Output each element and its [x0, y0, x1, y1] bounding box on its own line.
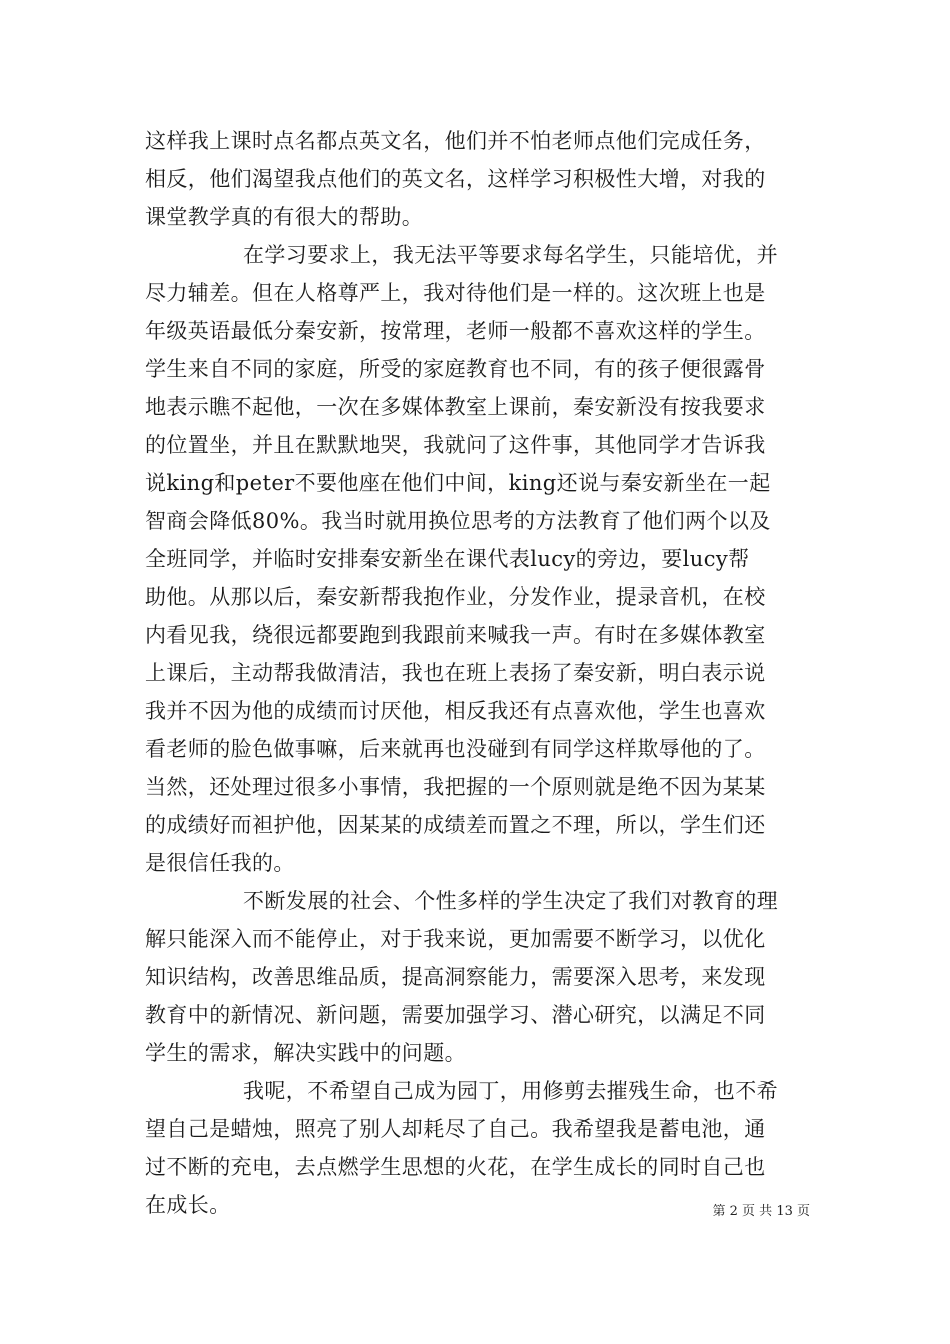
text-line: 的位置坐，并且在默默地哭，我就问了这件事，其他同学才告诉我 — [145, 433, 766, 457]
text-line: 尽力辅差。但在人格尊严上，我对待他们是一样的。这次班上也是 — [145, 281, 766, 305]
text-line: 课堂教学真的有很大的帮助。 — [145, 205, 424, 229]
text-line: 上课后，主动帮我做清洁，我也在班上表扬了秦安新，明白表示说 — [145, 661, 766, 685]
text-line: 年级英语最低分秦安新，按常理，老师一般都不喜欢这样的学生。 — [145, 319, 766, 343]
text-line: 解只能深入而不能停止，对于我来说，更加需要不断学习，以优化 — [145, 927, 766, 951]
body-text — [145, 122, 810, 1224]
text-line: 相反，他们渴望我点他们的英文名，这样学习积极性大增，对我的 — [145, 167, 766, 191]
paragraph-first-line: 我呢，不希望自己成为园丁，用修剪去摧残生命，也不希 — [243, 1079, 778, 1103]
text-line: 过不断的充电，去点燃学生思想的火花，在学生成长的同时自己也 — [145, 1155, 766, 1179]
text-line: 在成长。 — [145, 1193, 231, 1217]
text-line: 望自己是蜡烛，照亮了别人却耗尽了自己。我希望我是蓄电池，通 — [145, 1117, 766, 1141]
page-number-footer: 第 2 页 共 13 页 — [712, 1204, 810, 1219]
text-line: 看老师的脸色做事嘛，后来就再也没碰到有同学这样欺辱他的了。 — [145, 737, 766, 761]
text-line: 说king和peter不要他座在他们中间，king还说与秦安新坐在一起 — [145, 471, 771, 495]
text-line: 我并不因为他的成绩而讨厌他，相反我还有点喜欢他，学生也喜欢 — [145, 699, 766, 723]
text-line: 地表示瞧不起他，一次在多媒体教室上课前，秦安新没有按我要求 — [145, 395, 766, 419]
text-line: 教育中的新情况、新问题，需要加强学习、潜心研究，以满足不同 — [145, 1003, 766, 1027]
text-line: 是很信任我的。 — [145, 851, 295, 875]
text-line: 知识结构，改善思维品质，提高洞察能力，需要深入思考，来发现 — [145, 965, 766, 989]
paragraph-first-line: 在学习要求上，我无法平等要求每名学生，只能培优，并 — [243, 243, 778, 267]
text-line: 学生的需求，解决实践中的问题。 — [145, 1041, 466, 1065]
text-line: 的成绩好而袒护他，因某某的成绩差而置之不理，所以，学生们还 — [145, 813, 766, 837]
text-line: 学生来自不同的家庭，所受的家庭教育也不同，有的孩子便很露骨 — [145, 357, 766, 381]
text-line: 全班同学，并临时安排秦安新坐在课代表lucy的旁边，要lucy帮 — [145, 547, 750, 571]
text-line: 这样我上课时点名都点英文名，他们并不怕老师点他们完成任务， — [145, 129, 766, 153]
text-line: 智商会降低80%。我当时就用换位思考的方法教育了他们两个以及 — [145, 509, 771, 533]
paragraph-first-line: 不断发展的社会、个性多样的学生决定了我们对教育的理 — [243, 889, 778, 913]
text-line: 助他。从那以后，秦安新帮我抱作业，分发作业，提录音机，在校 — [145, 585, 766, 609]
text-line: 内看见我，绕很远都要跑到我跟前来喊我一声。有时在多媒体教室 — [145, 623, 766, 647]
text-line: 当然，还处理过很多小事情，我把握的一个原则就是绝不因为某某 — [145, 775, 766, 799]
